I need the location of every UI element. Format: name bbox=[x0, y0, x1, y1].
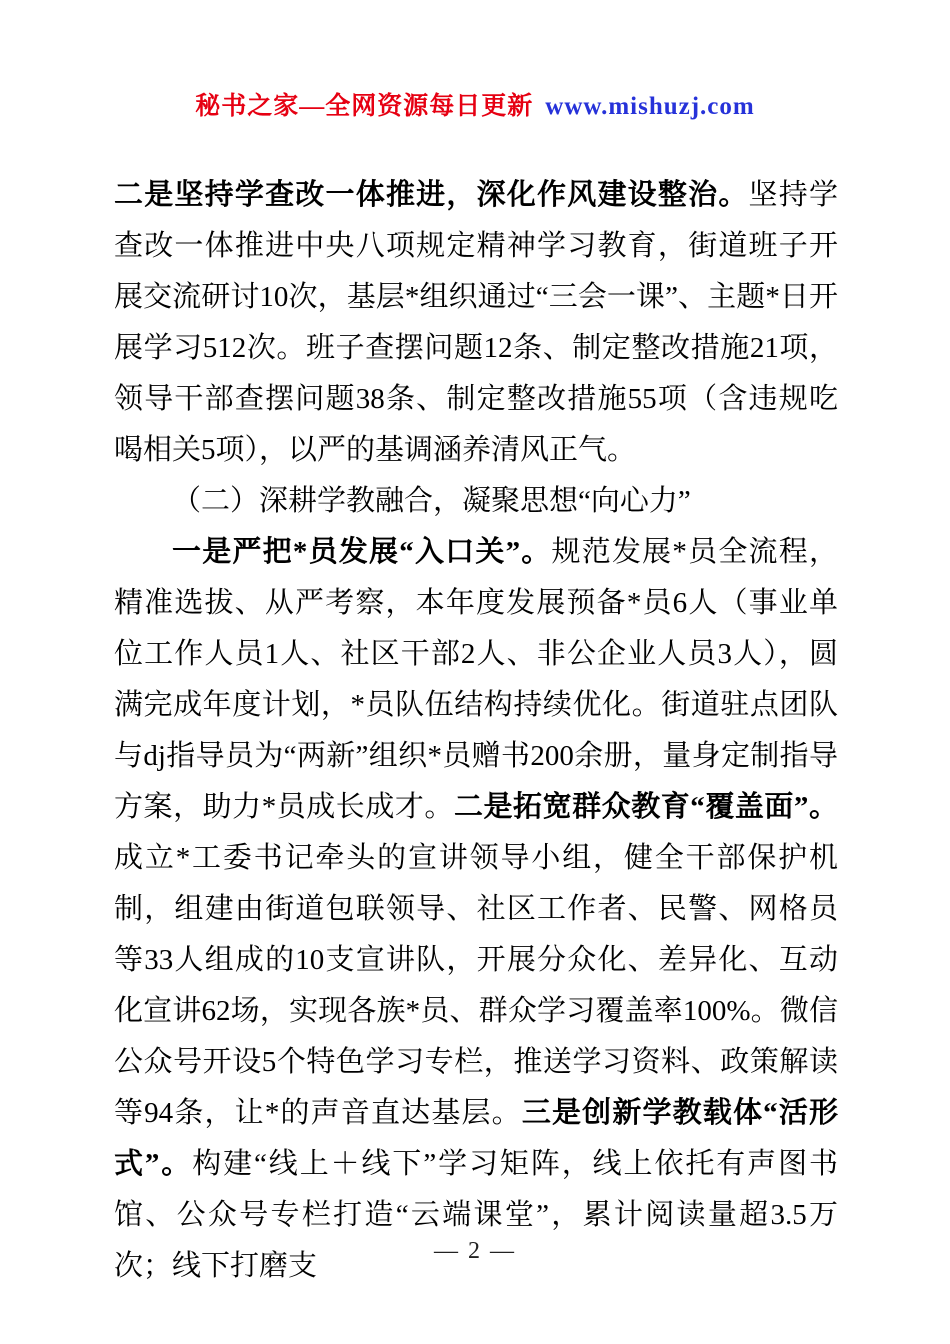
body-text: 构建“线上＋线下”学习矩阵，线上依托有声图书馆、公众号专栏打造“云端课堂”，累计阅读量超3.5万次；线下打磨支 bbox=[114, 1148, 838, 1282]
section-heading bbox=[114, 476, 838, 527]
body-text: 成立*工委书记牵头的宣讲领导小组，健全干部保护机制，组建由街道包联领导、社区工作者、民警、网格员等33人组成的10支宣讲队，开展分众化、差异化、互动化宣讲62场，实现各族*员、群众学习覆盖率100%。微信公众号开设5个特色学习专栏，推送学习资料、政策解读等94条，让*的声音直达基层。 bbox=[114, 842, 838, 1129]
page-footer bbox=[0, 1238, 950, 1265]
page-number: — 2 — bbox=[434, 1238, 516, 1264]
body-text: 规范发展*员全流程，精准选拔、从严考察，本年度发展预备*员6人（事业单位工作人员1人、社区干部2人、非公企业人员3人），圆满完成年度计划，*员队伍结构持续优化。街道驻点团队与dj指导员为“两新”组织*员赠书200余册，量身定制指导方案，助力*员成长成才。 bbox=[114, 536, 838, 823]
paragraph-main bbox=[114, 527, 838, 1292]
paragraph-continuation bbox=[114, 170, 838, 476]
topic-sentence: 三是创新学教载体“活形式”。 bbox=[114, 1097, 838, 1180]
body-text: 坚持学查改一体推进中央八项规定精神学习教育，街道班子开展交流研讨10次，基层*组织通过“三会一课”、主题*日开展学习512次。班子查摆问题12条、制定整改措施21项，领导干部查摆问题38条、制定整改措施55项（含违规吃喝相关5项），以严的基调涵养清风正气。 bbox=[114, 179, 838, 466]
topic-sentence: 一是严把*员发展“入口关”。 bbox=[172, 536, 552, 568]
section-heading-text: （二）深耕学教融合，凝聚思想“向心力” bbox=[172, 485, 691, 517]
topic-sentence: 二是拓宽群众教育“覆盖面”。 bbox=[453, 791, 838, 823]
site-brand-text: 秘书之家—全网资源每日更新 bbox=[195, 93, 534, 120]
site-url-link[interactable]: www.mishuzj.com bbox=[545, 93, 755, 120]
document-body bbox=[114, 170, 838, 1292]
site-header bbox=[0, 86, 950, 122]
topic-sentence: 二是坚持学查改一体推进，深化作风建设整治。 bbox=[114, 179, 749, 211]
